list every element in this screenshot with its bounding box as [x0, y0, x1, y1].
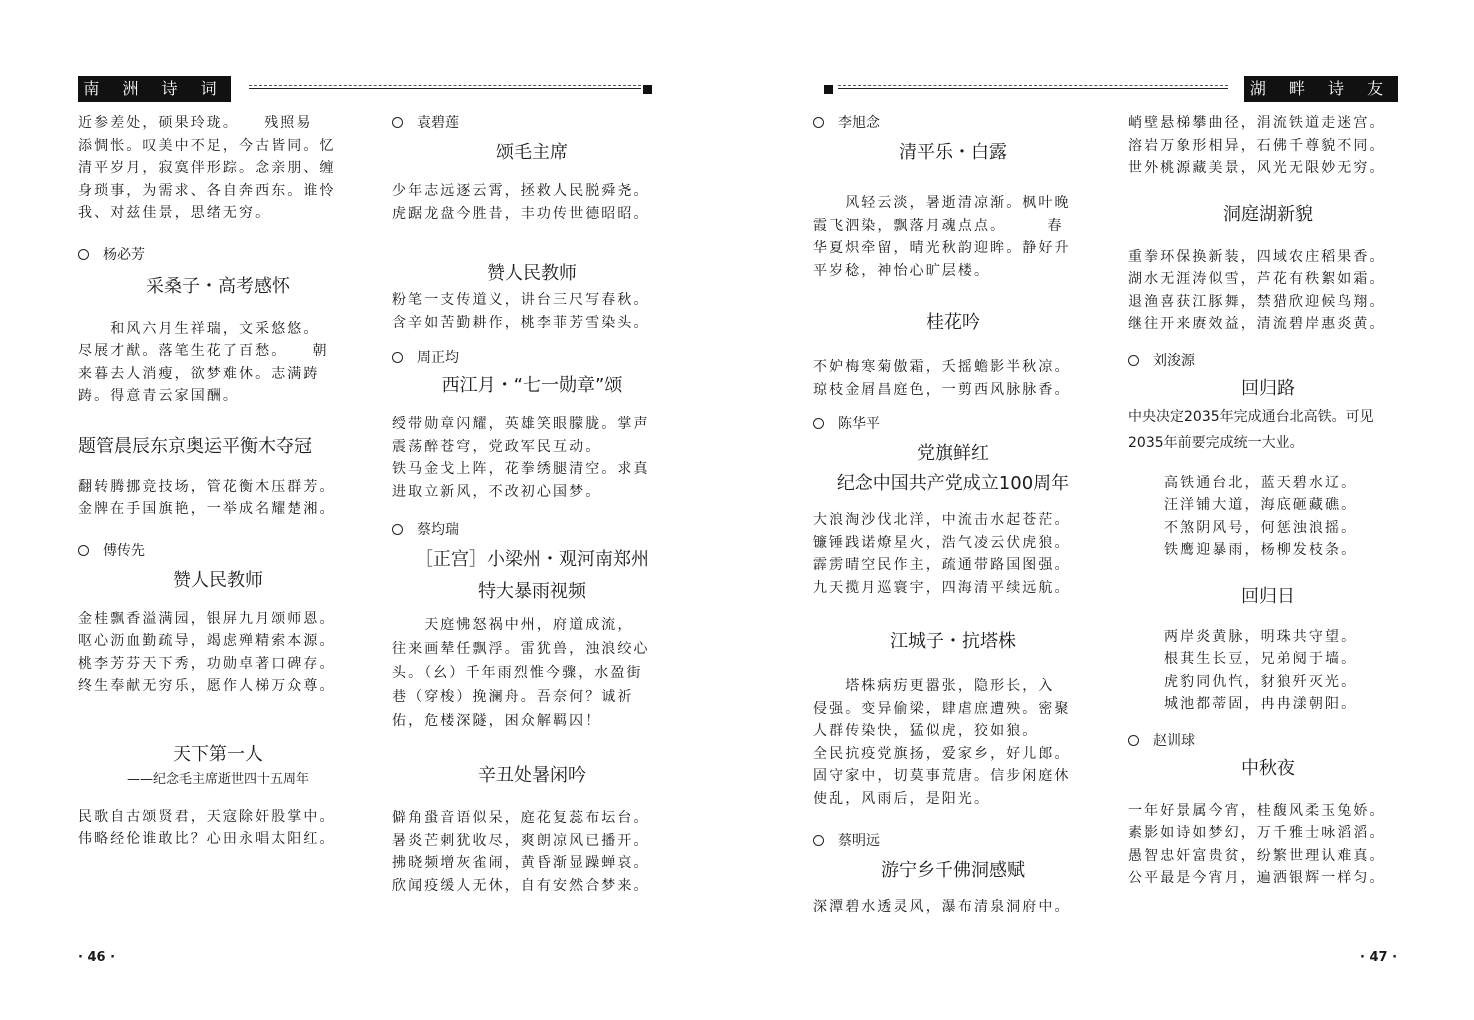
- poem-line: 镰锤践诺燎星火，浩气凌云伏虎狼。: [813, 534, 1071, 551]
- poem-line: 身琐事，为需求、各自奔西东。谁怜: [78, 182, 336, 199]
- poem-line: 和风六月生祥瑞，文采悠悠。: [78, 320, 320, 337]
- poem-body: [1128, 800, 1408, 890]
- poem-title: ［正宫］小梁州・观河南郑州: [415, 549, 649, 570]
- header-rule-thin: [249, 85, 641, 86]
- header-square-marker: [643, 85, 652, 94]
- poem-body: [78, 608, 358, 698]
- poem-title: 游宁乡千佛洞感赋: [881, 860, 1025, 881]
- poem-line: 虎踞龙盘今胜昔，丰功传世德昭昭。: [392, 205, 650, 222]
- poem-body: [1128, 472, 1408, 562]
- poem-line: 素影如诗如梦幻，万千雅士咏滔滔。: [1128, 825, 1386, 841]
- author-name: 傅传先: [103, 542, 145, 559]
- poem-line: 添惆怅。叹美中不足，今古皆同。忆: [78, 137, 336, 154]
- poem-title: 回归日: [1241, 585, 1295, 607]
- poem-line: 天庭怫怒祸中州，府道成流，: [392, 617, 634, 633]
- poem-body: [813, 675, 1093, 810]
- poem-body: [813, 356, 1093, 401]
- poem-line: 九天揽月巡寰宇，四海清平续远航。: [813, 579, 1071, 596]
- poem-line: 愚智忠奸富贵贫，纷繁世理认难真。: [1128, 847, 1386, 864]
- author-line: [813, 830, 1093, 852]
- poem-line: 平岁稔，神怡心旷层楼。: [813, 262, 991, 279]
- poem-line: 粉笔一支传道义，讲台三尺写春秋。: [392, 292, 650, 308]
- circle-bullet-icon: [392, 352, 403, 363]
- author-line: [392, 112, 672, 134]
- poem-body: [78, 806, 358, 851]
- poem-line: 深潭碧水透灵风，瀑布清泉洞府中。: [813, 899, 1071, 915]
- poem-title: 洞庭湖新貌: [1223, 203, 1313, 225]
- poem-line: 巷（穿梭）挽澜舟。吾奈何？诚祈: [392, 689, 634, 705]
- poem-line: 震荡醉苍穹，党政军民互动。: [392, 438, 602, 455]
- poem-line: 踌。得意青云家国酬。: [78, 388, 239, 404]
- poem-line: 公平最是今宵月，遍洒银辉一样匀。: [1128, 870, 1386, 886]
- circle-bullet-icon: [392, 524, 403, 535]
- author-name: 蔡明远: [838, 833, 880, 849]
- poem-title: 辛丑处暑闲吟: [478, 765, 586, 786]
- poem-line: 琼枝金屑昌庭色，一剪西风脉脉香。: [813, 381, 1071, 398]
- poem-subtitle: 纪念中国共产党成立100周年: [836, 473, 1070, 494]
- poem-title: 中秋夜: [1241, 757, 1295, 779]
- poem-line: 退渔喜获江豚舞，禁猎欣迎候鸟翔。: [1128, 293, 1386, 310]
- poem-body: [392, 413, 672, 503]
- section-header-nanzhou: 南 洲 诗 词: [78, 76, 231, 102]
- note-line: 中央决定2035年完成通台北高铁。可见: [1128, 408, 1374, 425]
- author-name: 李旭念: [838, 115, 880, 131]
- poem-line: 翻转腾挪竞技场，管花衡木压群芳。: [78, 478, 336, 495]
- poem-line: 尽展才猷。落笔生花了百愁。 朝: [78, 343, 329, 359]
- poem-body: [392, 180, 672, 225]
- poem-line: 铁鹰迎暴雨，杨柳发枝条。: [1164, 542, 1358, 558]
- poem-line: 铁马金戈上阵，花拳绣腿清空。求真: [392, 461, 650, 477]
- continued-poem: [78, 112, 358, 225]
- poem-title: 采桑子・高考感怀: [146, 275, 290, 297]
- poem-line: 大浪淘沙伐北洋，中流击水起苍茫。: [813, 512, 1071, 528]
- poem-body: [78, 476, 358, 521]
- poem-line: 不妒梅寒菊傲霜，夭摇蟾影半秋凉。: [813, 359, 1071, 375]
- author-name: 杨必芳: [103, 246, 145, 263]
- poem-line: 高铁通台北，蓝天碧水辽。: [1164, 474, 1358, 491]
- author-line: [78, 540, 358, 562]
- poem-title: 颂毛主席: [496, 142, 568, 163]
- poem-line: 僻角蛩音语似呆，庭花复蕊布坛台。: [392, 810, 650, 826]
- left-page-column-2: [392, 112, 672, 897]
- poem-line: 民歌自古颂贤君，天寇除奸股掌中。: [78, 808, 336, 825]
- poem-line: 含辛如苦勤耕作，桃李菲芳雪染头。: [392, 314, 650, 331]
- poem-line: 进取立新风，不改初心国梦。: [392, 483, 602, 500]
- poem-title: 天下第一人: [173, 743, 263, 765]
- poem-line: 我、对兹佳景，思绪无穷。: [78, 205, 272, 221]
- poem-line: 溶岩万象形相异，石佛千尊貌不同。: [1128, 137, 1386, 154]
- poem-title: 西江月・“七一勋章”颂: [441, 375, 623, 396]
- poem-line: 固守家中，切莫事荒唐。信步闲庭休: [813, 768, 1071, 784]
- poem-body: [1128, 246, 1408, 336]
- author-name: 袁碧莲: [417, 115, 459, 131]
- poem-title: 桂花吟: [926, 312, 980, 333]
- poem-line: 清平岁月，寂寞伴形踪。念亲朋、缠: [78, 160, 336, 176]
- poem-line: 继往开来赓效益，清流碧岸惠炎黄。: [1128, 316, 1386, 332]
- poem-line: 两岸炎黄脉，明珠共守望。: [1164, 628, 1358, 645]
- section-header-hupan: 湖 畔 诗 友: [1244, 76, 1398, 102]
- left-page-column-1: [78, 112, 358, 851]
- poem-title: 江城子・抗塔株: [890, 631, 1016, 652]
- author-line: [1128, 730, 1408, 752]
- author-line: [392, 519, 672, 541]
- circle-bullet-icon: [392, 117, 403, 128]
- poem-title: 清平乐・白露: [899, 142, 1007, 163]
- poem-line: 霹雳晴空民作主，疏通带路国图强。: [813, 557, 1071, 573]
- poem-line: 一年好景属今宵，桂馥风柔玉兔娇。: [1128, 802, 1386, 819]
- poem-line: 终生奉献无穷乐，愿作人梯万众尊。: [78, 678, 336, 694]
- circle-bullet-icon: [1128, 735, 1139, 746]
- poem-line: 桃李芳芬天下秀，功勋卓著口碑存。: [78, 655, 336, 672]
- header-square-marker: [824, 85, 833, 94]
- poem-line: 佑，危楼深隧，困众解羁囚！: [392, 713, 602, 729]
- author-name: 陈华平: [838, 416, 880, 432]
- poem-line: 绶带勋章闪耀，英雄笑眼朦胧。掌声: [392, 416, 650, 432]
- poem-line: 来暮去人消瘦，欲梦难休。志满踌: [78, 365, 320, 382]
- poem-body: [813, 509, 1093, 599]
- poem-line: 使乱，风雨后，是阳光。: [813, 790, 991, 807]
- right-page-column-1: [813, 112, 1093, 919]
- poem-title: 回归路: [1241, 377, 1295, 399]
- poem-title-line2: 特大暴雨视频: [478, 581, 586, 602]
- right-page-column-2: [1128, 112, 1408, 890]
- poem-line: 拂晓频增灰雀闹，黄昏渐显躁蝉哀。: [392, 855, 650, 871]
- circle-bullet-icon: [813, 418, 824, 429]
- poem-line: 霞飞泗染，飘落月魂点点。 春: [813, 217, 1064, 234]
- page-number-left: · 46 ·: [78, 950, 116, 965]
- poem-line: 呕心沥血勤疏导，竭虑殚精索本源。: [78, 633, 336, 649]
- poem-body: [392, 807, 672, 897]
- poem-body: [1128, 626, 1408, 716]
- author-line: [1128, 350, 1408, 372]
- poem-title: 赞人民教师: [173, 569, 263, 591]
- poem-title: 赞人民教师: [487, 263, 577, 284]
- continued-poem: [1128, 112, 1408, 180]
- poem-note: [1128, 404, 1408, 456]
- poem-line: 风轻云淡，暑逝清凉渐。枫叶晚: [813, 195, 1071, 211]
- poem-line: 湖水无涯涛似雪，芦花有秩絮如霜。: [1128, 271, 1386, 287]
- poem-body: [813, 896, 1093, 919]
- poem-body: [392, 613, 672, 733]
- circle-bullet-icon: [1128, 355, 1139, 366]
- poem-line: 暑炎芒刺犹收尽，爽朗凉风已播开。: [392, 832, 650, 849]
- author-name: 赵训球: [1153, 732, 1195, 749]
- author-name: 刘浚源: [1153, 352, 1195, 369]
- poem-line: 头。（幺）千年雨烈惟今骤，水盈街: [392, 665, 643, 681]
- poem-body: [78, 318, 358, 408]
- circle-bullet-icon: [78, 249, 89, 260]
- poem-line: 城池都蒂固，冉冉漾朝阳。: [1164, 696, 1358, 712]
- author-line: [813, 112, 1093, 134]
- poem-body: [813, 192, 1093, 282]
- header-rule: [838, 88, 1228, 89]
- page-number-right: · 47 ·: [1360, 950, 1398, 965]
- author-line: [813, 413, 1093, 435]
- circle-bullet-icon: [813, 117, 824, 128]
- poem-line: 少年志远逐云霄，拯救人民脱舜尧。: [392, 183, 650, 199]
- poem-line: 近参差处，硕果玲珑。 残照易: [78, 115, 313, 131]
- poem-line: 不煞阴风号，何惩浊浪摇。: [1164, 519, 1358, 536]
- author-name: 蔡均瑞: [417, 522, 459, 538]
- poem-line: 根萁生长豆，兄弟阋于墙。: [1164, 651, 1358, 667]
- circle-bullet-icon: [813, 835, 824, 846]
- poem-line: 欣闻疫缓人无休，自有安然合梦来。: [392, 877, 650, 894]
- poem-line: 华夏炽牵留，晴光秋韵迎眸。静好升: [813, 240, 1071, 256]
- poem-line: 峭壁悬梯攀曲径，涓流铁道走迷宫。: [1128, 115, 1386, 131]
- circle-bullet-icon: [78, 545, 89, 556]
- poem-line: 人群传染快，猛似虎，狡如狼。: [813, 723, 1039, 739]
- poem-line: 虎豹同仇忾，豺狼歼灭光。: [1164, 673, 1358, 690]
- poem-line: 金桂飘香溢满园，银屏九月颂师恩。: [78, 610, 336, 627]
- poem-line: 塔株病疠更嚣张，隐形长，入: [813, 678, 1055, 694]
- poem-line: 往来画辇任飘浮。雷犹兽，浊浪绞心: [392, 641, 650, 657]
- header-rule-thin: [838, 85, 1228, 86]
- author-name: 周正均: [417, 350, 459, 366]
- poem-line: 伟略经伦谁敢比？心田永唱太阳红。: [78, 831, 336, 847]
- poem-line: 全民抗疫党旗扬，爱家乡，好儿郎。: [813, 745, 1071, 762]
- poem-title: 题管晨辰东京奥运平衡木夺冠: [78, 435, 312, 457]
- poem-line: 重拳环保换新装，四域农庄稻果香。: [1128, 248, 1386, 265]
- poem-line: 世外桃源藏美景，风光无限妙无穷。: [1128, 160, 1386, 176]
- header-rule: [249, 88, 641, 89]
- poem-title: 党旗鲜红: [917, 443, 989, 464]
- poem-subtitle: ——纪念毛主席逝世四十五周年: [126, 771, 309, 787]
- author-line: [78, 244, 358, 266]
- poem-body: [392, 289, 672, 334]
- poem-line: 侵强。变异偷梁，肆虐庶遭殃。密聚: [813, 700, 1071, 717]
- note-line: 2035年前要完成统一大业。: [1128, 434, 1304, 451]
- poem-line: 金牌在手国旗艳，一举成名耀楚湘。: [78, 501, 336, 517]
- author-line: [392, 347, 672, 369]
- poem-line: 汪洋铺大道，海底砸藏礁。: [1164, 497, 1358, 513]
